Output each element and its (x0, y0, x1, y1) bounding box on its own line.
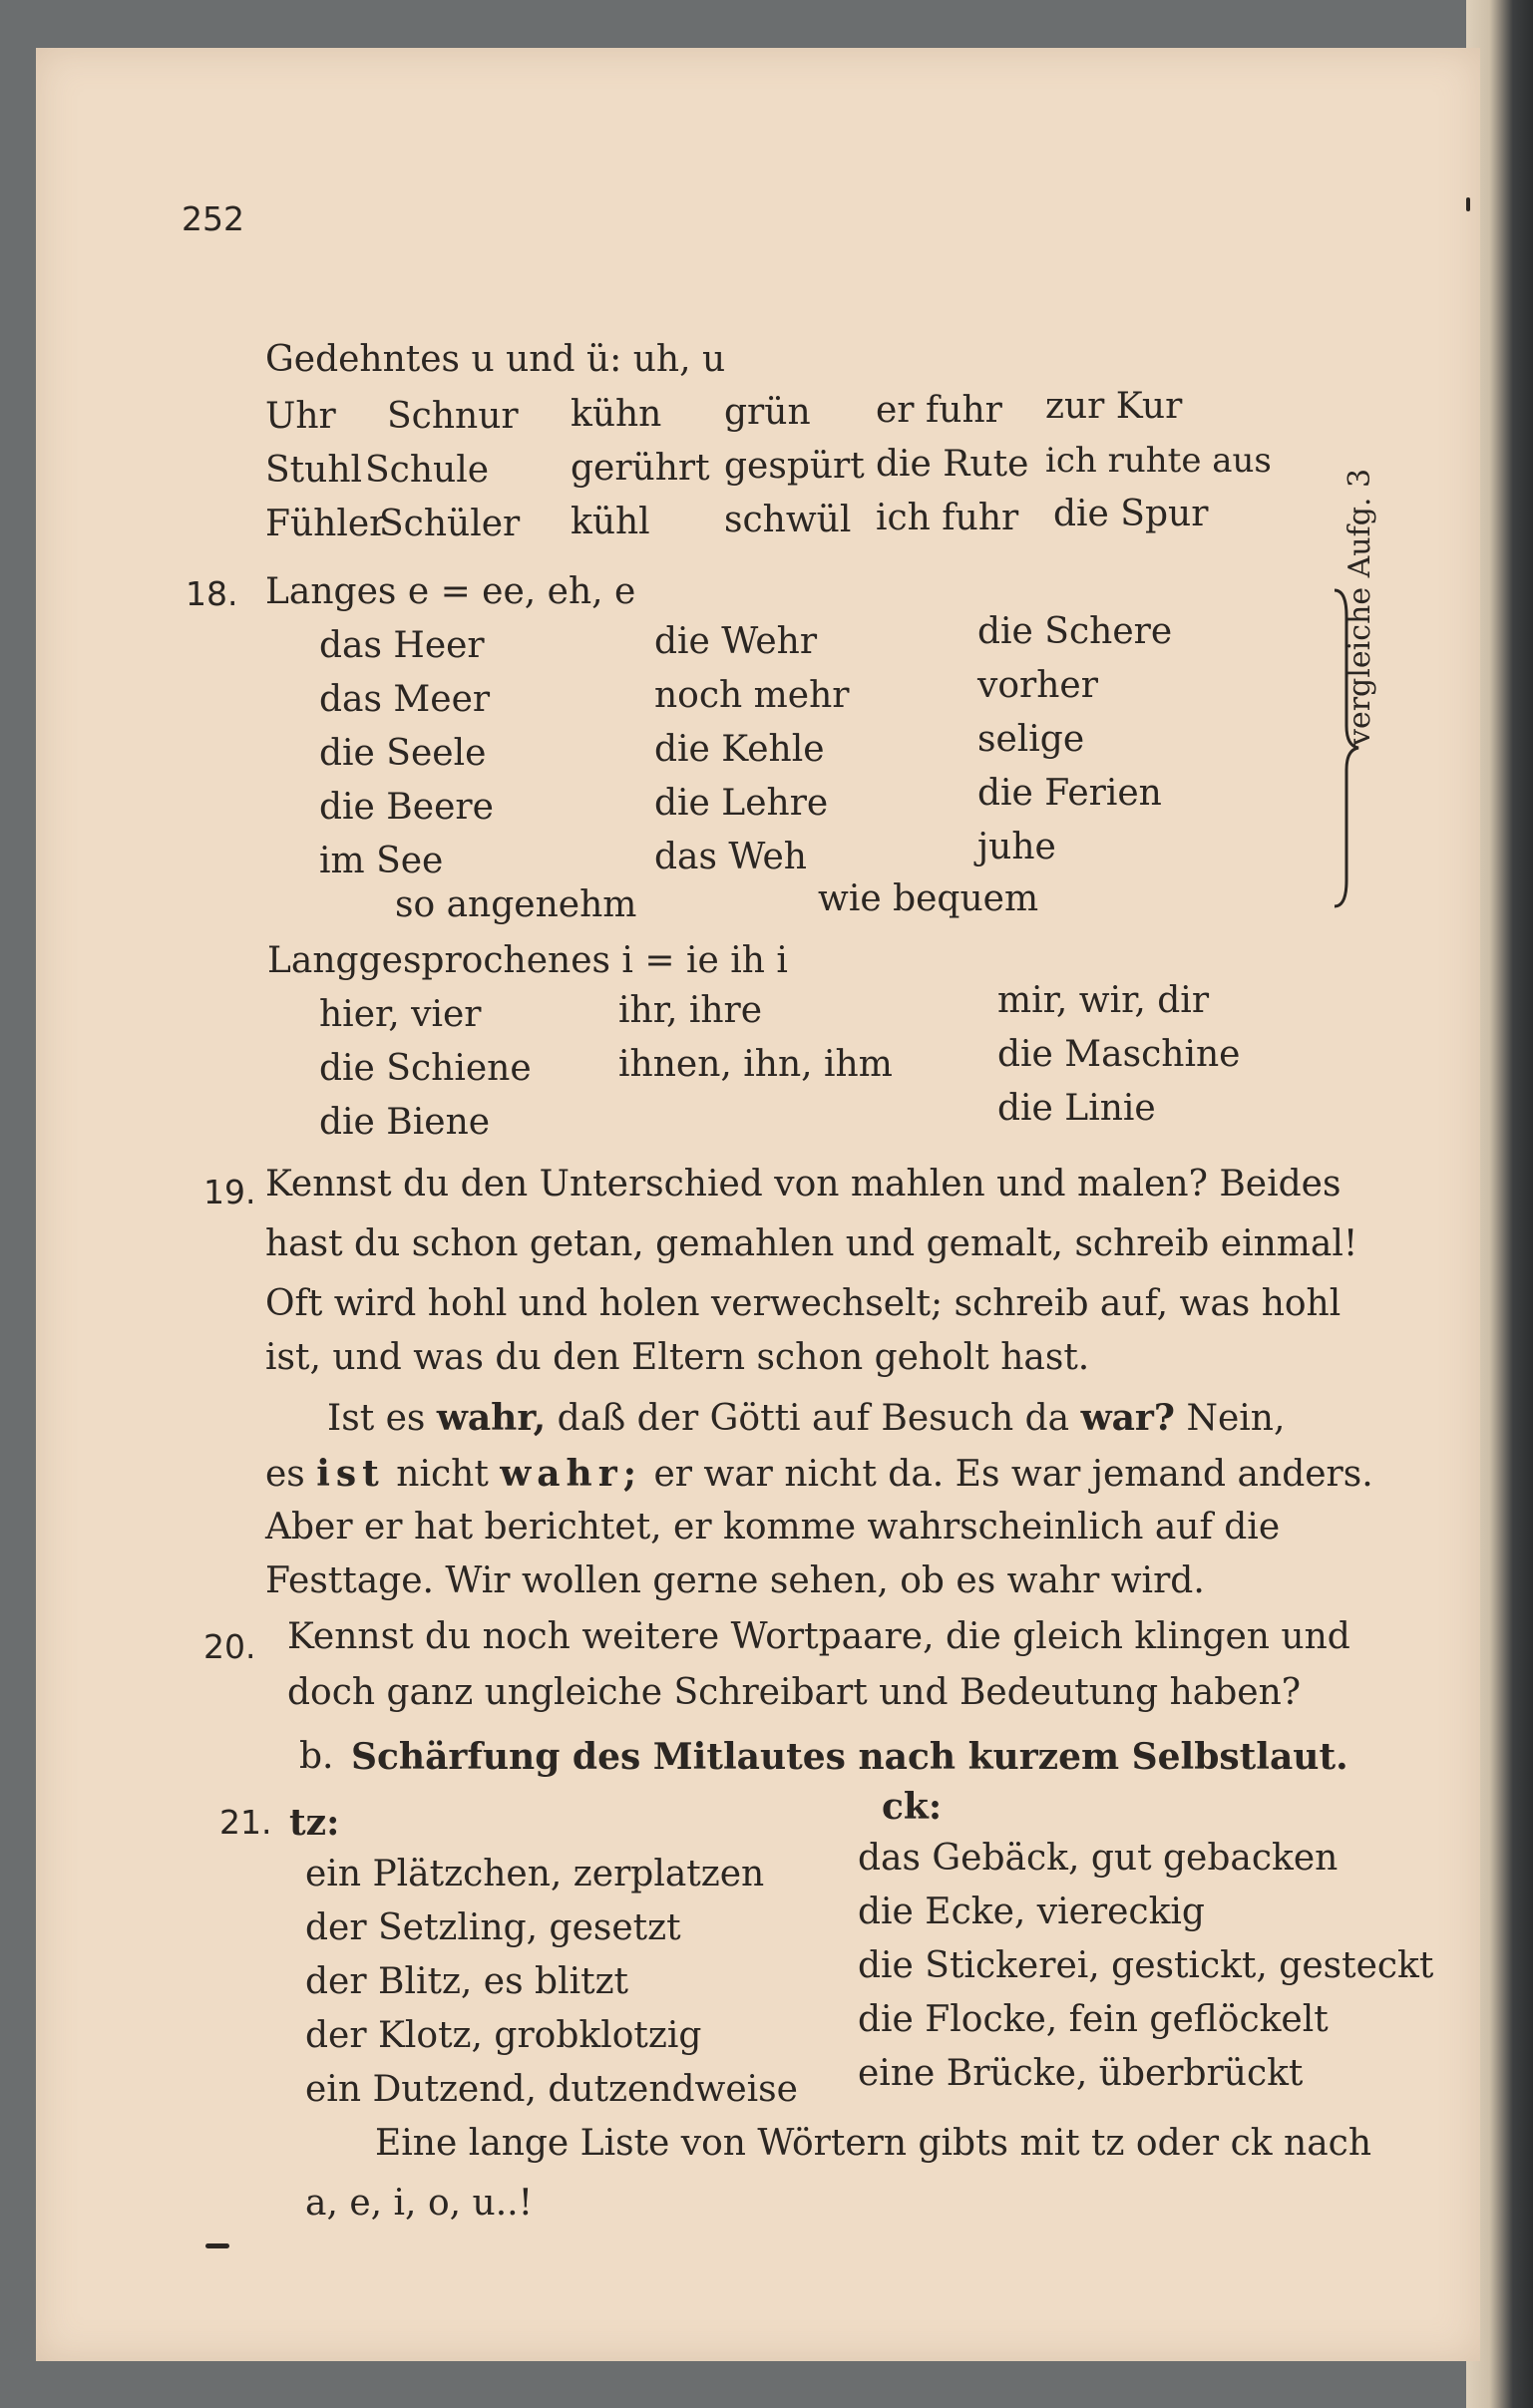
word-col2: ihr, ihre (618, 990, 763, 1031)
emphasis-word: wahr, (436, 1397, 547, 1439)
word-col2: noch mehr (654, 675, 850, 716)
word-col1: der Blitz, es blitzt (305, 1961, 628, 2002)
intro-word: gerührt (571, 448, 710, 489)
text-line: Oft wird hohl und holen verwechselt; schreib auf, was hohl (265, 1283, 1341, 1324)
word-col1: die Seele (319, 733, 487, 774)
text-run: er war nicht da. Es war jemand anders. (653, 1454, 1373, 1495)
word-col3: juhe (977, 827, 1056, 867)
text-line (265, 1454, 1373, 1495)
intro-word: die Spur (1053, 494, 1209, 534)
word-col1: ein Plätzchen, zerplatzen (305, 1854, 765, 1894)
book-page (36, 48, 1480, 2361)
section-letter: b. (299, 1736, 334, 1777)
word-col1: der Setzling, gesetzt (305, 1907, 681, 1948)
text-line: ist, und was du den Eltern schon geholt hast. (265, 1337, 1090, 1378)
emphasis-word: war? (1080, 1397, 1175, 1439)
word-col2: die Flocke, fein geflöckelt (858, 1999, 1329, 2040)
text-run: daß der Götti auf Besuch da (557, 1398, 1070, 1439)
exercise-number: 19. (203, 1173, 256, 1211)
intro-word: Schnur (387, 396, 519, 437)
word-col3: die Schere (977, 611, 1173, 652)
text-line (327, 1398, 1285, 1439)
intro-heading: Gedehntes u und ü: uh, u (265, 339, 726, 380)
word-col3: mir, wir, dir (997, 980, 1210, 1021)
text-run: Nein, (1186, 1398, 1286, 1439)
word-col1: im See (319, 841, 444, 881)
text-line: hast du schon getan, gemahlen und gemalt, schreib einmal! (265, 1223, 1358, 1264)
intro-word: Fühler (265, 504, 387, 544)
word-col1: die Schiene (319, 1048, 532, 1089)
intro-word: ich ruhte aus (1045, 441, 1272, 481)
word-col2: ihnen, ihn, ihm (618, 1044, 893, 1085)
word-col1: das Meer (319, 679, 491, 720)
text-line: doch ganz ungleiche Schreibart und Bedeutung haben? (287, 1672, 1302, 1713)
word-col2: die Ecke, viereckig (858, 1892, 1205, 1932)
intro-word: die Rute (876, 444, 1029, 485)
word-extra: wie bequem (818, 878, 1039, 919)
word-col2: eine Brücke, überbrückt (858, 2053, 1304, 2094)
intro-word: grün (724, 392, 811, 433)
exercise-number: 18. (186, 574, 238, 613)
word-col3: die Maschine (997, 1034, 1241, 1075)
word-col2: die Stickerei, gestickt, gesteckt (858, 1945, 1434, 1986)
emphasis-word: ist (316, 1453, 385, 1495)
intro-word: er fuhr (876, 390, 1002, 431)
page-number: 252 (182, 199, 244, 238)
intro-word: ich fuhr (876, 498, 1019, 538)
section-heading: Langes e = ee, eh, e (265, 571, 636, 612)
word-col2: die Lehre (654, 783, 829, 824)
emphasis-word: wahr; (500, 1453, 642, 1495)
ink-mark (205, 2243, 229, 2248)
intro-word: Schule (365, 450, 490, 491)
column-head: ck: (882, 1786, 943, 1828)
intro-word: Schüler (379, 504, 521, 544)
word-col1: die Beere (319, 787, 494, 828)
word-col2: die Kehle (654, 729, 825, 770)
word-col1: das Heer (319, 625, 485, 666)
intro-word: schwül (724, 500, 852, 540)
word-extra: so angenehm (395, 884, 637, 925)
text-line: Festtage. Wir wollen gerne sehen, ob es wahr wird. (265, 1560, 1205, 1601)
text-run: es (265, 1454, 305, 1495)
exercise-number: 20. (203, 1627, 256, 1666)
text-line: Kennst du den Unterschied von mahlen und malen? Beides (265, 1164, 1341, 1204)
ink-mark (1466, 197, 1470, 211)
intro-word: Uhr (265, 396, 336, 437)
section-title: Schärfung des Mitlautes nach kurzem Selbstlaut. (351, 1736, 1348, 1778)
word-col3: vorher (977, 665, 1098, 706)
exercise-number: 21. (219, 1803, 272, 1842)
word-col2: das Weh (654, 837, 807, 877)
text-line: Kennst du noch weitere Wortpaare, die gleich klingen und (287, 1616, 1350, 1657)
word-col1: ein Dutzend, dutzendweise (305, 2069, 798, 2110)
word-col2: das Gebäck, gut gebacken (858, 1838, 1339, 1879)
intro-word: Stuhl (265, 450, 363, 491)
intro-word: zur Kur (1045, 386, 1183, 427)
section-heading: Langgesprochenes i = ie ih i (267, 940, 788, 981)
word-col1: der Klotz, grobklotzig (305, 2015, 702, 2056)
intro-word: kühn (571, 394, 662, 435)
text-run: Ist es (327, 1398, 426, 1439)
word-col3: die Ferien (977, 773, 1162, 814)
text-line: Eine lange Liste von Wörtern gibts mit tz oder ck nach (375, 2123, 1371, 2164)
intro-word: gespürt (724, 446, 865, 487)
word-col3: selige (977, 719, 1085, 760)
column-head: tz: (289, 1802, 340, 1844)
side-note: vergleiche Aufg. 3 (1342, 468, 1377, 746)
intro-word: kühl (571, 502, 650, 542)
word-col1: hier, vier (319, 994, 482, 1035)
word-col3: die Linie (997, 1088, 1156, 1129)
word-col1: die Biene (319, 1102, 491, 1143)
text-line: a, e, i, o, u..! (305, 2183, 534, 2224)
text-line: Aber er hat berichtet, er komme wahrscheinlich auf die (265, 1507, 1281, 1548)
word-col2: die Wehr (654, 621, 818, 662)
text-run: nicht (396, 1454, 489, 1495)
